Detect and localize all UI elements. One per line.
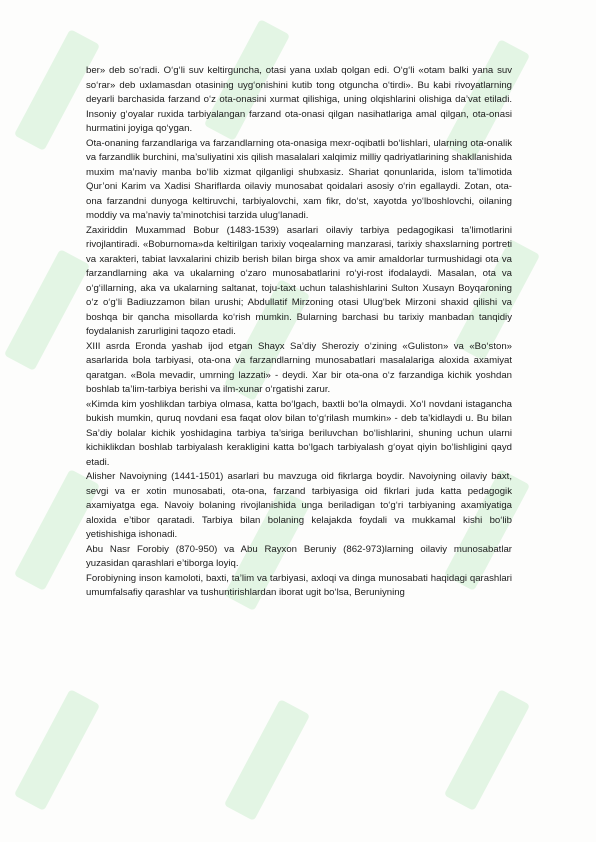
paragraph: Forobiyning inson kamoloti, baxti, ta’lim va tarbiyasi, axloqi va dinga munosabati haqidagi qarashlari umumfalsafiy qarashlar va tushuntirishlardan iborat ugit bo‘lsa, Beruniyning: [86, 572, 512, 598]
paragraph: Abu Nasr Forobiy (870-950) va Abu Rayxon Beruniy (862-973)larning oilaviy munosabatlar yuzasidan qarashlari e’tiborga loyiq.: [86, 543, 512, 569]
body-text: [86, 64, 512, 601]
paragraph: XIII asrda Eronda yashab ijod etgan Shayx Sa’diy Sheroziy o‘zining «Guliston» va «Bo‘ston» asarlarida bola tarbiyasi, ota-ona va farzandlarning munosabatlari masalalariga aloxida axamiyat qaratgan. «Bola mevadir, umrning lazzati» - deydi. Xar bir ota-ona o‘z farzandiga kichik yoshdan boshlab ta’lim-tarbiya berishi va ilm-xunar o‘rgatishi zarur.: [86, 340, 512, 395]
paragraph: Ota-onaning farzandlariga va farzandlarning ota-onasiga mexr-oqibatli bo‘lishlari, ularning ota-onalik va farzandlik burchini, ma’suliyatini xis qilish masalalari xalqimiz milliy qadriyatlarining shakllanishida muxim ma’naviy manba bo‘lib xizmat qilganligi shubxasiz. Shariat qonunlarida, islom ta’limotida Qur’oni Karim va Xadisi Shariflarda oilaviy munosabat qoidalari asosiy o‘rin egallaydi. Zotan, ota-ona farzandni dunyoga keltiruvchi, tarbiyalovchi, xam fikr, do‘st, xayotda yo‘lboshlovchi, oilaning moddiy va ma’naviy ta’minotchisi tarzida ulug‘lanadi.: [86, 137, 512, 221]
watermark-mark: [14, 689, 100, 811]
watermark-mark: [224, 699, 310, 821]
paragraph: Alisher Navoiyning (1441-1501) asarlari bu mavzuga oid fikrlarga boydir. Navoiyning oilaviy baxt, sevgi va er xotin munosabati, ota-ona, farzand tarbiyasiga oid fikrlari juda katta pedagogik axamiyatga ega. Navoiy bolaning rivojlanishida unga beriladigan to‘g‘ri tarbiyaning axamiyatiga aloxida e’tibor qaratadi. Tarbiya bilan bolaning kelajakda foydali va mukkamal kishi bo‘lib yetishishiga ishonadi.: [86, 471, 512, 540]
paragraph: Zaxiriddin Muxammad Bobur (1483-1539) asarlari oilaviy tarbiya pedagogikasi ta’limotlarini rivojlantiradi. «Boburnoma»da keltirilgan tarixiy voqealarning manzarasi, tarixiy shaxslarning portreti va xarakteri, tabiat lavxalarini chizib berish bilan birga shox va amir amaldorlar turmushidagi ota va farzandlarning aka va ukalarning o‘zaro munosabatlarini ro‘yi-rost ifodalaydi. Masalan, ota va o‘g‘illarning, aka va ukalarning saltanat, toju-taxt uchun talashishlarini Sulton Xusayn Boyqaroning o‘z o‘g‘li Badiuzzamon bilan urushi; Abdullatif Mirzoning otasi Ulug‘bek Mirzoni shaxid qilishi va boshqa bir qancha misollarda ko‘rish mumkin. Bularning barchasi bu tarixiy manbadan tanqidiy foydalanish zarurligini taqozo etadi.: [86, 224, 512, 337]
watermark-mark: [444, 689, 530, 811]
paragraph: ber» deb so‘radi. O‘g‘li suv keltirguncha, otasi yana uxlab qolgan edi. O‘g‘li «otam balki yana suv so‘rar» deb uxlamasdan otasining uyg‘onishini kutib tong otguncha o‘tirdi». Bu kabi rivoyatlarning deyarli barchasida farzand o‘z ota-onasini xurmat qilishiga, uning olqishlarini olishiga da’vat etiladi. Insoniy g‘oyalar ruxida tarbiyalangan farzand ota-onasi qilgan nasihatlariga amal qilgan, ota-onasi hurmatini joyiga qo‘ygan.: [86, 65, 512, 134]
paragraph: «Kimda kim yoshlikdan tarbiya olmasa, katta bo‘lgach, baxtli bo‘la olmaydi. Xo‘l novdani istagancha bukish mumkin, quruq novdani esa faqat olov bilan to‘g‘rilash mumkin» - deb ta’kidlaydi u. Bu bilan Sa’diy bolalar kichik yoshidagina tarbiya ta’siriga beriluvchan bo‘lishlarini, shuning uchun ularni kichiklikdan boshlab tarbiyalash kerakligini katta bo‘lgach tarbiyalash g‘oyat qiyin bo‘lishligini qayd etadi.: [86, 398, 512, 468]
watermark-mark: [4, 249, 90, 371]
